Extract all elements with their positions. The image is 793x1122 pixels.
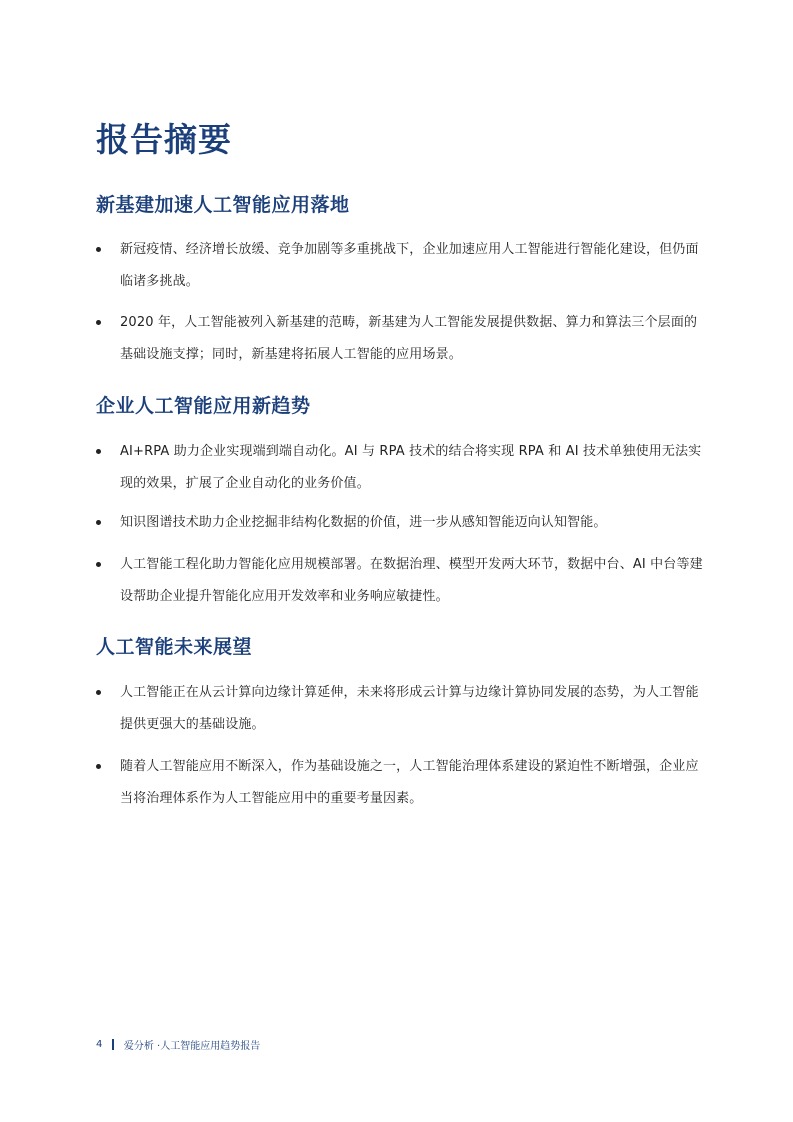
bullet-item bbox=[96, 677, 706, 740]
page-number: 4 bbox=[96, 1039, 103, 1050]
bullet-text: 随着人工智能应用不断深入，作为基础设施之一，人工智能治理体系建设的紧迫性不断增强，企业应当将治理体系作为人工智能应用中的重要考量因素。 bbox=[120, 759, 699, 806]
bullet-icon bbox=[96, 764, 101, 769]
bullet-text: AI+RPA 助力企业实现端到端自动化。AI 与 RPA 技术的结合将实现 RPA 和 AI 技术单独使用无法实现的效果，扩展了企业自动化的业务价值。 bbox=[120, 444, 702, 491]
bullet-item bbox=[96, 751, 706, 814]
bullet-icon bbox=[96, 690, 101, 695]
page-footer bbox=[96, 1037, 260, 1052]
page-title: 报告摘要 bbox=[96, 120, 232, 159]
bullet-icon bbox=[96, 449, 101, 454]
bullet-icon bbox=[96, 247, 101, 252]
bullet-item bbox=[96, 307, 706, 370]
bullet-icon bbox=[96, 520, 101, 525]
publication-title: 爱分析 ·人工智能应用趋势报告 bbox=[123, 1041, 261, 1052]
bullet-item bbox=[96, 234, 706, 297]
bullet-text: 人工智能正在从云计算向边缘计算延伸，未来将形成云计算与边缘计算协同发展的态势，为人工智能提供更强大的基础设施。 bbox=[120, 685, 699, 732]
bullet-text: 人工智能工程化助力智能化应用规模部署。在数据治理、模型开发两大环节，数据中台、AI 中台等建设帮助企业提升智能化应用开发效率和业务响应敏捷性。 bbox=[120, 557, 703, 604]
section-heading-enterprise-trends: 企业人工智能应用新趋势 bbox=[96, 395, 311, 417]
section-heading-future-outlook: 人工智能未来展望 bbox=[96, 636, 253, 658]
footer-divider bbox=[112, 1039, 114, 1050]
bullet-text: 知识图谱技术助力企业挖掘非结构化数据的价值，进一步从感知智能迈向认知智能。 bbox=[120, 515, 607, 530]
bullet-item bbox=[96, 549, 706, 612]
bullet-icon bbox=[96, 320, 101, 325]
bullet-icon bbox=[96, 562, 101, 567]
bullet-item bbox=[96, 507, 706, 539]
bullet-text: 新冠疫情、经济增长放缓、竞争加剧等多重挑战下，企业加速应用人工智能进行智能化建设，但仍面临诸多挑战。 bbox=[120, 242, 699, 289]
bullet-item bbox=[96, 436, 706, 499]
section-heading-new-infrastructure: 新基建加速人工智能应用落地 bbox=[96, 194, 350, 216]
bullet-text: 2020 年，人工智能被列入新基建的范畴，新基建为人工智能发展提供数据、算力和算法三个层面的基础设施支撑；同时，新基建将拓展人工智能的应用场景。 bbox=[120, 315, 698, 362]
